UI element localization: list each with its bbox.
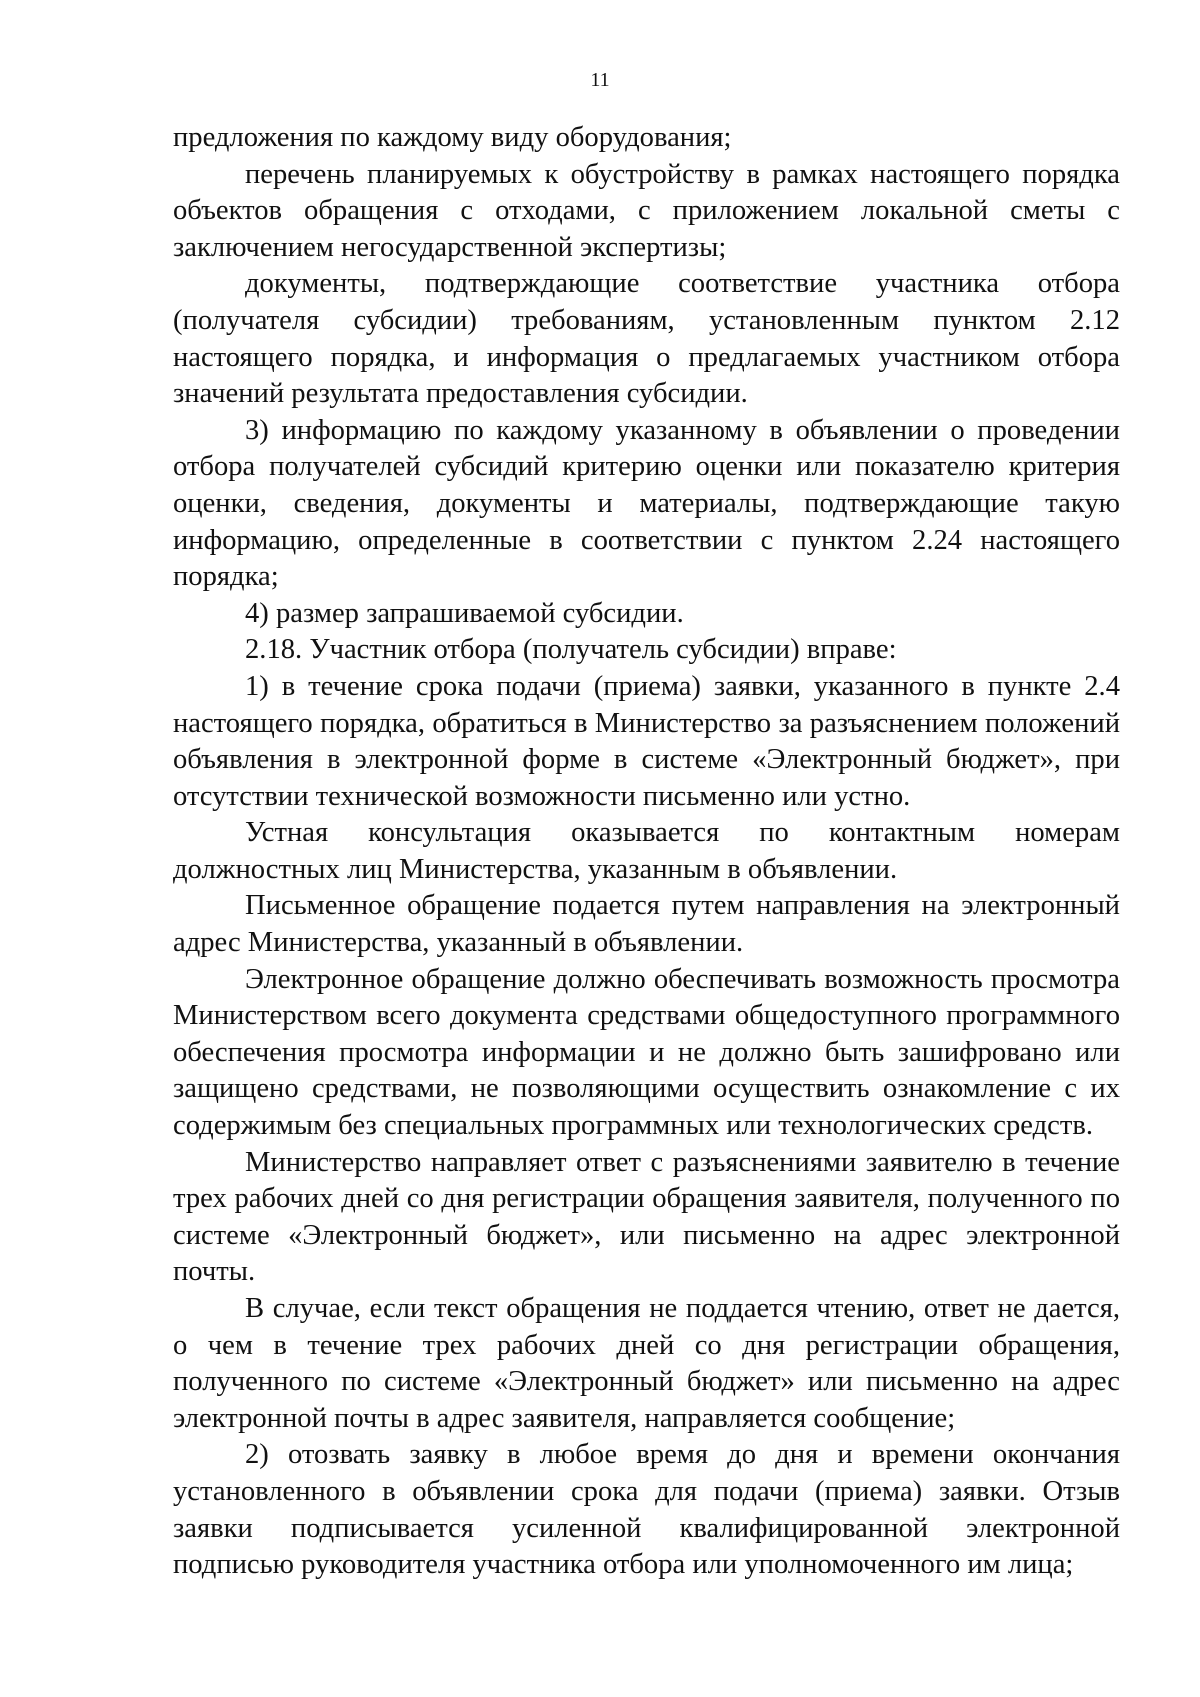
paragraph-2: перечень планируемых к обустройству в рамках настоящего порядка объектов обращения с отходами, с приложением локальной сметы с заключением негосударственной экспертизы; [173,158,1120,263]
paragraph-4: 3) информацию по каждому указанному в объявлении о проведении отбора получателей субсидий критерию оценки или показателю критерия оценки, сведения, документы и материалы, подтверждающие такую информацию, определенные в соответствии с пунктом 2.24 настоящего порядка; [173,414,1120,593]
paragraph-13: 2) отозвать заявку в любое время до дня и времени окончания установленного в объявлении срока для подачи (приема) заявки. Отзыв заявки подписывается усиленной квалифицированной электронной подписью руководителя участника отбора или уполномоченного им лица; [173,1439,1120,1581]
document-body [173,120,1120,1584]
page-number: 11 [590,69,610,91]
paragraph-11: Министерство направляет ответ с разъяснениями заявителю в течение трех рабочих дней со дня регистрации обращения заявителя, полученного по системе «Электронный бюджет», или письменно на адрес электронной почты. [173,1146,1120,1288]
paragraph-7: 1) в течение срока подачи (приема) заявки, указанного в пункте 2.4 настоящего порядка, обратиться в Министерство за разъяснением положений объявления в электронной форме в системе «Электронный бюджет», при отсутствии технической возможности письменно или устно. [173,670,1120,812]
paragraph-1: предложения по каждому виду оборудования; [173,122,732,153]
paragraph-6: 2.18. Участник отбора (получатель субсидии) вправе: [245,634,897,666]
paragraph-10: Электронное обращение должно обеспечивать возможность просмотра Министерством всего документа средствами общедоступного программного обеспечения просмотра информации и не должно быть зашифровано или защищено средствами, не позволяющими осуществить ознакомление с их содержимым без специальных программных или технологических средств. [173,963,1120,1142]
paragraph-9: Письменное обращение подается путем направления на электронный адрес Министерства, указанный в объявлении. [173,890,1120,959]
paragraph-5: 4) размер запрашиваемой субсидии. [245,597,684,629]
paragraph-8: Устная консультация оказывается по контактным номерам должностных лиц Министерства, указанным в объявлении. [173,817,1120,885]
paragraph-12: В случае, если текст обращения не поддается чтению, ответ не дается, о чем в течение трех рабочих дней со дня регистрации обращения, полученного по системе «Электронный бюджет» или письменно на адрес электронной почты в адрес заявителя, направляется сообщение; [173,1293,1120,1434]
paragraph-3: документы, подтверждающие соответствие участника отбора (получателя субсидии) требованиям, установленным пунктом 2.12 настоящего порядка, и информация о предлагаемых участником отбора значений результата предоставления субсидии. [173,268,1120,410]
